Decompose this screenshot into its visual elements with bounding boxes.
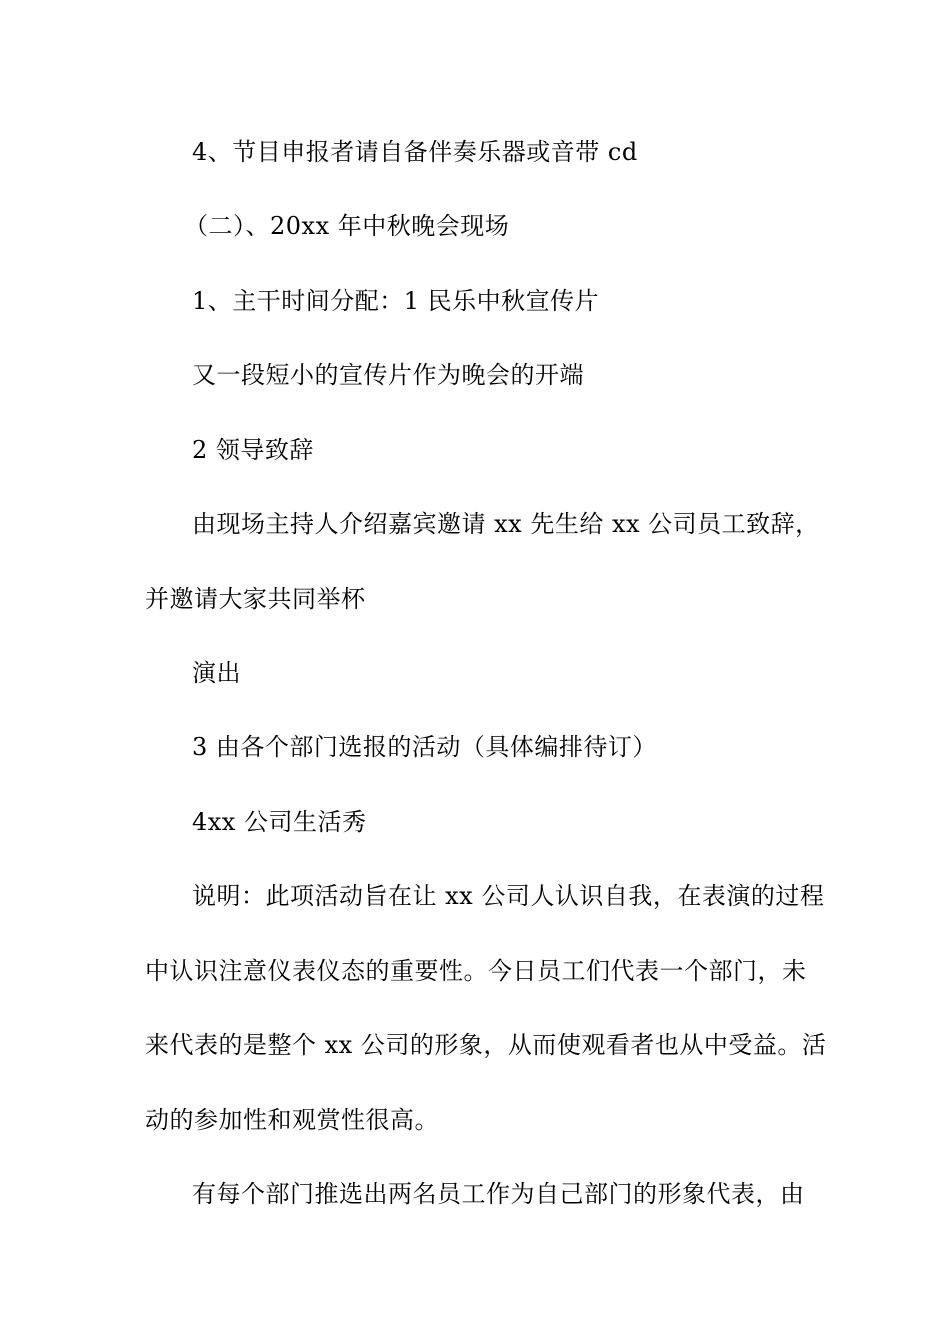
leader-speech-heading: 2 领导致辞 <box>192 436 314 464</box>
promo-film-description: 又一段短小的宣传片作为晚会的开端 <box>192 361 584 389</box>
life-show-heading: 4xx 公司生活秀 <box>192 808 367 836</box>
item-4-accompaniment: 4、节目申报者请自备伴奏乐器或音带 cd <box>192 138 638 166</box>
explanation-line-2: 中认识注意仪表仪态的重要性。今日员工们代表一个部门，未 <box>145 957 807 985</box>
speech-paragraph-line-1: 由现场主持人介绍嘉宾邀请 xx 先生给 xx 公司员工致辞， <box>192 510 820 538</box>
performance-heading: 演出 <box>192 659 241 687</box>
representative-paragraph-line-1: 有每个部门推选出两名员工作为自己部门的形象代表，由 <box>192 1180 805 1208</box>
speech-paragraph-line-2: 并邀请大家共同举杯 <box>145 585 366 613</box>
section-2-heading: （二）、20xx 年中秋晚会现场 <box>184 212 510 240</box>
explanation-line-3: 来代表的是整个 xx 公司的形象，从而使观看者也从中受益。活 <box>145 1031 827 1059</box>
item-1-time-allocation: 1、主干时间分配：1 民乐中秋宣传片 <box>192 287 600 315</box>
explanation-line-4: 动的参加性和观赏性很高。 <box>145 1106 439 1134</box>
explanation-line-1: 说明：此项活动旨在让 xx 公司人认识自我，在表演的过程 <box>192 882 825 910</box>
department-activities-heading: 3 由各个部门选报的活动（具体编排待订） <box>192 733 657 761</box>
